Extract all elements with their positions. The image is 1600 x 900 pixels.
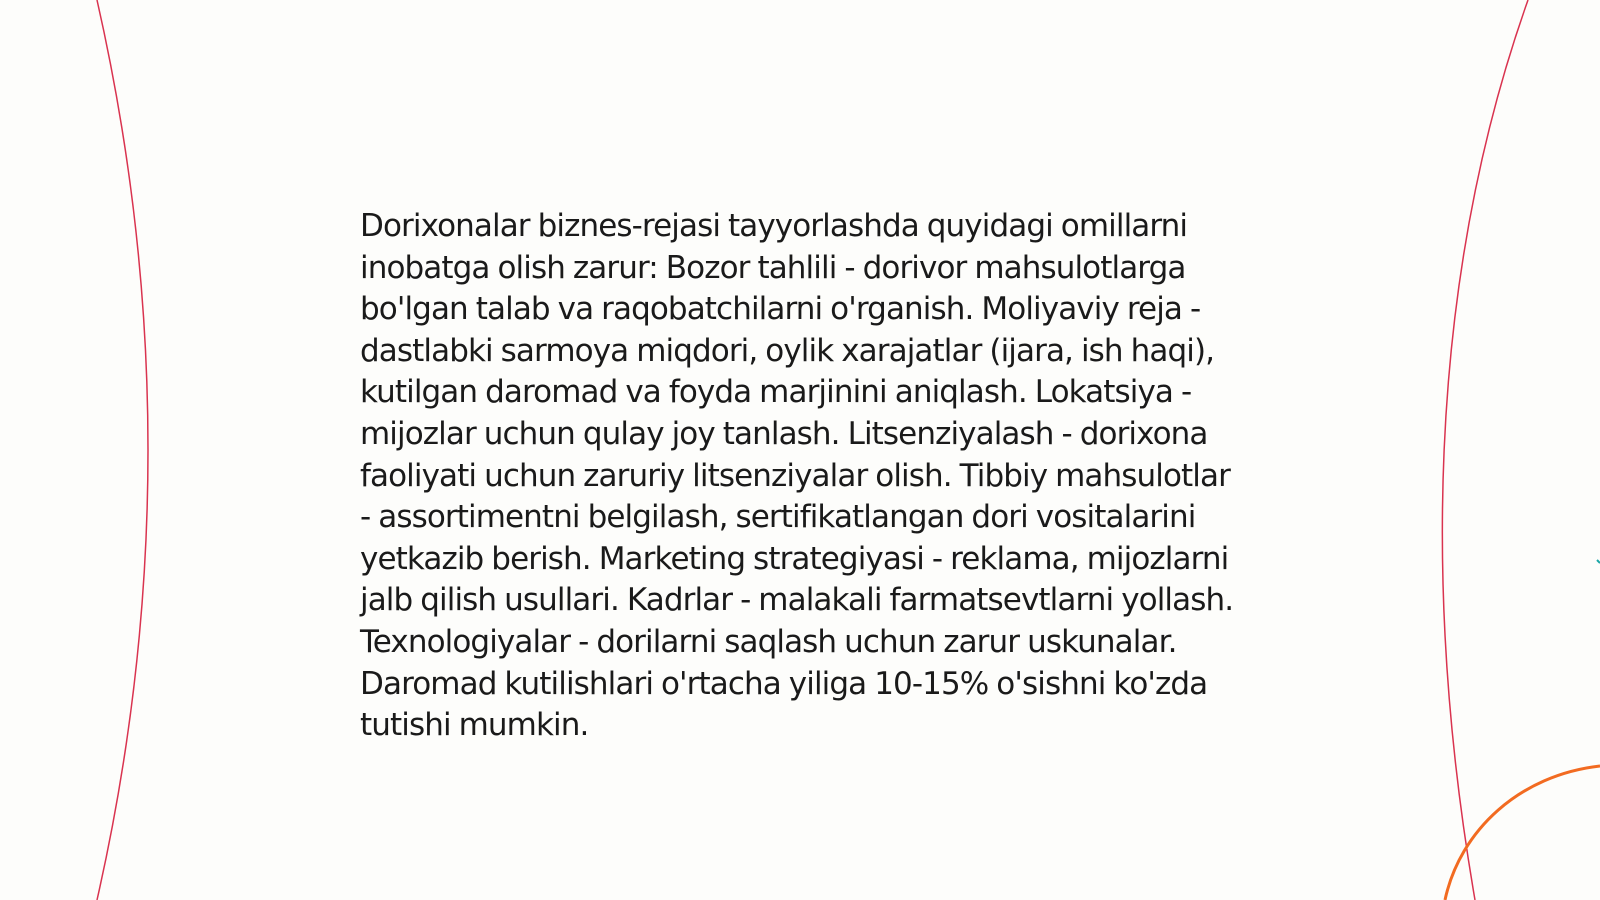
left-curve-line (97, 0, 148, 900)
right-curve-line (1442, 0, 1528, 900)
orange-arc (1445, 766, 1600, 900)
body-text: Dorixonalar biznes-rejasi tayyorlashda quyidagi omillarni inobatga olish zarur: Bozor tahlili - dorivor mahsulotlarga bo'lgan talab va raqobatchilarni o'rganish. Moliyaviy reja - dastlabki sarmoya miqdori, oylik xarajatlar (ijara, ish haqi), kutilgan daromad va foyda marjinini aniqlash. Lokatsiya - mijozlar uchun qulay joy tanlash. Litsenziyalash - dorixona faoliyati uchun zaruriy litsenziyalar olish. Tibbiy mahsulotlar - assortimentni belgilash, sertifikatlangan dori vositalarini yetkazib berish. Marketing strategiyasi - reklama, mijozlarni jalb qilish usullari. Kadrlar - malakali farmatsevtlarni yollash. Texnologiyalar - dorilarni saqlash uchun zarur uskunalar. Daromad kutilishlari o'rtacha yiliga 10-15% o'sishni ko'zda tutishi mumkin. (360, 208, 1234, 744)
